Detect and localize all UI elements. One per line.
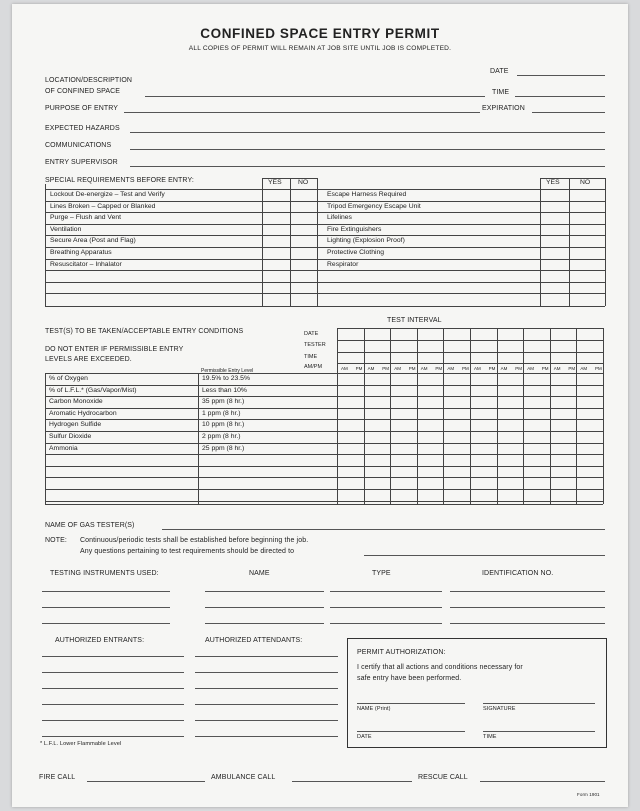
pm-mark: PM: [382, 366, 389, 371]
test-reading-cell[interactable]: [365, 444, 390, 453]
authorization-text-1: I certify that all actions and conditions necessary for: [357, 664, 523, 671]
interval-row-label: DATE: [304, 331, 319, 337]
test-reading-cell[interactable]: [524, 409, 549, 418]
test-reading-cell[interactable]: [444, 420, 469, 429]
auth-signature-label: SIGNATURE: [483, 706, 516, 712]
test-reading-cell[interactable]: [444, 444, 469, 453]
test-reading-cell[interactable]: [577, 374, 602, 383]
test-reading-cell[interactable]: [418, 386, 443, 395]
location-line[interactable]: [145, 96, 485, 97]
instrument-entry-line[interactable]: [42, 591, 170, 592]
test-reading-cell[interactable]: [524, 444, 549, 453]
entrants-label: AUTHORIZED ENTRANTS:: [55, 637, 145, 644]
req-yes-cell[interactable]: [264, 237, 288, 245]
attendant-line[interactable]: [195, 720, 338, 721]
test-reading-cell[interactable]: [471, 397, 496, 406]
req-col-line: [569, 178, 570, 306]
instrument-entry-line[interactable]: [450, 607, 605, 608]
req-row-line: [45, 235, 605, 236]
req-border-left: [45, 184, 46, 306]
test-reading-cell[interactable]: [524, 397, 549, 406]
location-label: LOCATION/DESCRIPTION: [45, 77, 133, 84]
req-yes-cell[interactable]: [542, 226, 567, 234]
test-item-name: Aromatic Hydrocarbon: [49, 409, 117, 417]
req-row-line: [45, 293, 605, 294]
requirements-heading: SPECIAL REQUIREMENTS BEFORE ENTRY:: [45, 177, 194, 184]
auth-date-label: DATE: [357, 734, 372, 740]
test-reading-cell[interactable]: [365, 409, 390, 418]
test-reading-cell[interactable]: [444, 397, 469, 406]
location-label-2: OF CONFINED SPACE: [45, 88, 121, 95]
req-yes-cell[interactable]: [542, 261, 567, 269]
req-row-line: [45, 201, 605, 202]
req-no-cell[interactable]: [292, 191, 315, 199]
test-reading-cell[interactable]: [365, 397, 390, 406]
entrant-line[interactable]: [42, 656, 184, 657]
tests-border-left: [45, 373, 46, 504]
auth-name-line[interactable]: [357, 703, 465, 704]
auth-time-label: TIME: [483, 734, 497, 740]
test-item-name: Hydrogen Sulfide: [49, 421, 102, 429]
permit-sheet: [12, 4, 628, 807]
hazards-label: EXPECTED HAZARDS: [45, 125, 120, 132]
instrument-entry-line[interactable]: [42, 607, 170, 608]
rescue-call-line[interactable]: [480, 781, 605, 782]
instruments-id-label: IDENTIFICATION NO.: [482, 570, 554, 577]
am-mark: AM: [447, 366, 455, 371]
req-col-line: [317, 178, 318, 306]
instrument-entry-line[interactable]: [450, 623, 605, 624]
req-item-left: Purge – Flush and Vent: [50, 214, 122, 222]
test-item-level: 35 ppm (8 hr.): [202, 398, 245, 406]
req-border-bottom: [45, 306, 605, 307]
req-row-line: [45, 259, 605, 260]
supervisor-line[interactable]: [130, 166, 605, 167]
instrument-entry-line[interactable]: [330, 623, 442, 624]
gas-tester-label: NAME OF GAS TESTER(S): [45, 522, 135, 529]
time-label: TIME: [492, 89, 510, 96]
test-reading-cell[interactable]: [418, 374, 443, 383]
test-row-line: [45, 477, 603, 478]
interval-tester-line: [337, 352, 603, 353]
req-item-right: Escape Harness Required: [327, 191, 407, 198]
pm-mark: PM: [408, 366, 416, 371]
test-reading-cell[interactable]: [471, 386, 496, 395]
attendant-line[interactable]: [195, 688, 338, 689]
test-row-line: [45, 501, 603, 502]
test-reading-cell[interactable]: [524, 386, 549, 395]
instrument-entry-line[interactable]: [330, 591, 442, 592]
req-no-cell[interactable]: [292, 214, 315, 222]
test-reading-cell[interactable]: [391, 420, 416, 429]
auth-time-line[interactable]: [483, 731, 595, 732]
instruments-type-label: TYPE: [372, 570, 391, 577]
am-mark: AM: [367, 366, 375, 371]
test-reading-cell[interactable]: [498, 397, 523, 406]
test-item-name: % of Oxygen: [49, 375, 88, 382]
test-reading-cell[interactable]: [418, 432, 443, 441]
req-yes-cell[interactable]: [264, 191, 288, 199]
date-label: DATE: [490, 68, 509, 75]
test-reading-cell[interactable]: [391, 386, 416, 395]
supervisor-label: ENTRY SUPERVISOR: [45, 159, 118, 166]
req-no-left: NO: [298, 179, 309, 186]
req-col-line: [262, 178, 263, 306]
entrant-line[interactable]: [42, 672, 184, 673]
interval-row-label: TESTER: [304, 342, 326, 348]
entrant-line[interactable]: [42, 704, 184, 705]
test-reading-cell[interactable]: [498, 386, 523, 395]
test-row-line: [45, 489, 603, 490]
req-item-right: Fire Extinguishers: [327, 225, 382, 233]
interval-row-label: AM/PM: [304, 364, 323, 370]
date-line[interactable]: [517, 75, 605, 76]
auth-date-line[interactable]: [357, 731, 465, 732]
test-reading-cell[interactable]: [365, 386, 390, 395]
test-reading-cell[interactable]: [418, 444, 443, 453]
test-item-level: Less than 10%: [202, 386, 247, 394]
attendant-line[interactable]: [195, 656, 338, 657]
req-row-line: [45, 212, 605, 213]
test-reading-cell[interactable]: [524, 374, 549, 383]
test-item-name: % of L.F.L.* (Gas/Vapor/Mist): [49, 386, 137, 394]
test-reading-cell[interactable]: [391, 397, 416, 406]
test-row-line: [45, 466, 603, 467]
test-reading-cell[interactable]: [391, 432, 416, 441]
tests-border-right: [603, 328, 604, 504]
test-reading-cell[interactable]: [338, 420, 363, 429]
test-reading-cell[interactable]: [418, 420, 443, 429]
test-item-level: 19.5% to 23.5%: [202, 375, 250, 382]
req-no-cell[interactable]: [571, 237, 603, 245]
req-yes-cell[interactable]: [542, 249, 567, 257]
test-reading-cell[interactable]: [471, 420, 496, 429]
req-no-cell[interactable]: [571, 214, 603, 222]
test-item-name: Sulfur Dioxide: [49, 433, 92, 440]
test-reading-cell[interactable]: [524, 420, 549, 429]
authorization-box: [347, 638, 607, 748]
req-item-left: Lines Broken – Capped or Blanked: [50, 202, 156, 210]
test-item-name: Carbon Monoxide: [49, 398, 103, 406]
gas-tester-line[interactable]: [162, 529, 605, 530]
test-reading-cell[interactable]: [365, 432, 390, 441]
instruments-name-label: NAME: [249, 570, 270, 577]
test-item-level: 25 ppm (8 hr.): [202, 444, 245, 452]
test-reading-cell[interactable]: [524, 432, 549, 441]
test-reading-cell[interactable]: [551, 444, 576, 453]
test-reading-cell[interactable]: [577, 420, 602, 429]
form-number: Form 1901: [577, 792, 600, 797]
page-subtitle: ALL COPIES OF PERMIT WILL REMAIN AT JOB SITE UNTIL JOB IS COMPLETED.: [188, 45, 452, 52]
note-contact-line[interactable]: [364, 555, 605, 556]
authorization-text-2: safe entry have been performed.: [357, 675, 462, 682]
test-row-line: [45, 454, 603, 455]
test-reading-cell[interactable]: [498, 374, 523, 383]
permissible-header: Permissible Entry Level: [201, 368, 254, 374]
test-reading-cell[interactable]: [551, 420, 576, 429]
test-reading-cell[interactable]: [551, 432, 576, 441]
ambulance-call-label: AMBULANCE CALL: [211, 774, 276, 781]
req-no-cell[interactable]: [571, 226, 603, 234]
req-item-right: Lighting (Explosion Proof): [327, 237, 405, 245]
fire-call-label: FIRE CALL: [39, 774, 76, 781]
pm-mark: PM: [435, 366, 443, 371]
instrument-entry-line[interactable]: [42, 623, 170, 624]
rescue-call-label: RESCUE CALL: [418, 774, 468, 781]
test-reading-cell[interactable]: [471, 409, 496, 418]
attendant-line[interactable]: [195, 672, 338, 673]
req-item-left: Resuscitator – Inhalator: [50, 260, 122, 268]
tests-warning-1: DO NOT ENTER IF PERMISSIBLE ENTRY: [45, 346, 184, 353]
time-line[interactable]: [515, 96, 605, 97]
req-no-cell[interactable]: [292, 237, 315, 245]
pm-mark: PM: [541, 366, 549, 371]
am-mark: AM: [580, 366, 588, 371]
test-reading-cell[interactable]: [551, 386, 576, 395]
req-yes-cell[interactable]: [542, 237, 567, 245]
note-text-2: Any questions pertaining to test requirements should be directed to: [80, 548, 295, 555]
test-reading-cell[interactable]: [365, 374, 390, 383]
test-reading-cell[interactable]: [391, 374, 416, 383]
expiration-line[interactable]: [532, 112, 605, 113]
req-no-cell[interactable]: [571, 191, 603, 199]
test-reading-cell[interactable]: [551, 409, 576, 418]
test-reading-cell[interactable]: [551, 374, 576, 383]
test-reading-cell[interactable]: [391, 444, 416, 453]
req-col-line: [540, 178, 541, 306]
pm-mark: PM: [355, 366, 363, 371]
pm-mark: PM: [515, 366, 522, 371]
req-item-left: Lockout De-energize – Test and Verify: [50, 191, 165, 198]
interval-date-line: [337, 340, 603, 341]
attendant-line[interactable]: [195, 704, 338, 705]
req-item-right: Lifelines: [327, 214, 352, 222]
attendants-label: AUTHORIZED ATTENDANTS:: [205, 637, 303, 644]
test-reading-cell[interactable]: [444, 409, 469, 418]
tests-border-bottom: [45, 504, 603, 505]
am-mark: AM: [500, 366, 508, 371]
test-reading-cell[interactable]: [444, 374, 469, 383]
note-label: NOTE:: [45, 537, 67, 544]
test-item-level: 2 ppm (8 hr.): [202, 433, 241, 440]
req-item-right: Respirator: [327, 260, 359, 268]
req-yes-cell[interactable]: [264, 226, 288, 234]
expiration-label: EXPIRATION: [482, 105, 525, 112]
am-mark: AM: [527, 366, 534, 371]
req-col-line: [290, 178, 291, 306]
test-reading-cell[interactable]: [498, 420, 523, 429]
attendant-line[interactable]: [195, 736, 338, 737]
test-reading-cell[interactable]: [498, 432, 523, 441]
req-yes-cell[interactable]: [264, 261, 288, 269]
test-reading-cell[interactable]: [471, 444, 496, 453]
interval-time-line: [337, 363, 603, 364]
am-mark: AM: [341, 366, 348, 371]
req-no-cell[interactable]: [571, 261, 603, 269]
req-yes-cell[interactable]: [542, 214, 567, 222]
req-yes-cell[interactable]: [542, 203, 567, 211]
pm-mark: PM: [488, 366, 496, 371]
req-row-line: [45, 282, 605, 283]
communications-line[interactable]: [130, 149, 605, 150]
test-reading-cell[interactable]: [418, 397, 443, 406]
req-yes-cell[interactable]: [264, 203, 288, 211]
am-mark: AM: [420, 366, 428, 371]
req-no-right: NO: [580, 179, 591, 186]
test-reading-cell[interactable]: [338, 397, 363, 406]
req-item-right: Tripod Emergency Escape Unit: [327, 202, 421, 210]
test-item-name: Ammonia: [49, 444, 78, 452]
req-no-cell[interactable]: [292, 261, 315, 269]
note-text-1: Continuous/periodic tests shall be established before beginning the job.: [80, 537, 309, 544]
test-reading-cell[interactable]: [577, 444, 602, 453]
test-reading-cell[interactable]: [338, 386, 363, 395]
req-row-line: [45, 189, 605, 190]
test-reading-cell[interactable]: [444, 432, 469, 441]
test-reading-cell[interactable]: [365, 420, 390, 429]
test-item-level: 10 ppm (8 hr.): [202, 421, 245, 429]
test-reading-cell[interactable]: [471, 374, 496, 383]
test-reading-cell[interactable]: [338, 444, 363, 453]
lfl-footnote: * L.F.L. Lower Flammable Level: [40, 741, 122, 747]
fire-call-line[interactable]: [87, 781, 205, 782]
req-yes-cell[interactable]: [542, 191, 567, 199]
tests-heading: TEST(S) TO BE TAKEN/ACCEPTABLE ENTRY CONDITIONS: [45, 328, 244, 335]
tests-warning-2: LEVELS ARE EXCEEDED.: [45, 356, 132, 363]
test-reading-cell[interactable]: [551, 397, 576, 406]
am-mark: AM: [553, 366, 561, 371]
req-yes-cell[interactable]: [264, 214, 288, 222]
test-reading-cell[interactable]: [338, 409, 363, 418]
req-row-line: [45, 224, 605, 225]
test-reading-cell[interactable]: [444, 386, 469, 395]
test-reading-cell[interactable]: [498, 409, 523, 418]
req-col-line: [605, 178, 606, 306]
req-yes-right: YES: [546, 179, 560, 186]
instrument-entry-line[interactable]: [330, 607, 442, 608]
test-reading-cell[interactable]: [338, 432, 363, 441]
tests-label-col-line: [198, 373, 199, 504]
test-reading-cell[interactable]: [418, 409, 443, 418]
req-yes-cell[interactable]: [264, 249, 288, 257]
test-reading-cell[interactable]: [577, 409, 602, 418]
test-reading-cell[interactable]: [391, 409, 416, 418]
req-no-cell[interactable]: [571, 203, 603, 211]
instrument-entry-line[interactable]: [205, 607, 324, 608]
communications-label: COMMUNICATIONS: [45, 142, 112, 149]
authorization-heading: PERMIT AUTHORIZATION:: [357, 649, 446, 656]
req-no-cell[interactable]: [292, 203, 315, 211]
test-reading-cell[interactable]: [498, 444, 523, 453]
instrument-entry-line[interactable]: [205, 623, 324, 624]
purpose-line[interactable]: [124, 112, 480, 113]
interval-row-label: TIME: [304, 354, 318, 360]
req-no-cell[interactable]: [571, 249, 603, 257]
test-reading-cell[interactable]: [471, 432, 496, 441]
page-title: CONFINED SPACE ENTRY PERMIT: [200, 26, 440, 41]
req-item-left: Secure Area (Post and Flag): [50, 237, 136, 245]
req-item-left: Ventilation: [50, 225, 82, 233]
auth-name-label: NAME (Print): [357, 706, 391, 712]
req-no-cell[interactable]: [292, 249, 315, 257]
am-mark: AM: [394, 366, 401, 371]
test-reading-cell[interactable]: [338, 374, 363, 383]
req-item-right: Protective Clothing: [327, 249, 385, 256]
entrant-line[interactable]: [42, 688, 184, 689]
req-row-line: [45, 247, 605, 248]
req-row-line: [45, 270, 605, 271]
test-reading-cell[interactable]: [577, 397, 602, 406]
entrant-line[interactable]: [42, 736, 184, 737]
ambulance-call-line[interactable]: [292, 781, 412, 782]
req-item-left: Breathing Apparatus: [50, 249, 112, 256]
entrant-line[interactable]: [42, 720, 184, 721]
purpose-label: PURPOSE OF ENTRY: [45, 105, 119, 112]
auth-signature-line[interactable]: [483, 703, 595, 704]
am-mark: AM: [474, 366, 481, 371]
instruments-label: TESTING INSTRUMENTS USED:: [50, 570, 159, 577]
instrument-entry-line[interactable]: [205, 591, 324, 592]
test-reading-cell[interactable]: [577, 386, 602, 395]
pm-mark: PM: [462, 366, 469, 371]
pm-mark: PM: [568, 366, 576, 371]
test-interval-label: TEST INTERVAL: [387, 317, 442, 324]
test-item-level: 1 ppm (8 hr.): [202, 409, 241, 417]
req-yes-left: YES: [268, 179, 282, 186]
hazards-line[interactable]: [130, 132, 605, 133]
pm-mark: PM: [595, 366, 602, 371]
test-reading-cell[interactable]: [577, 432, 602, 441]
instrument-entry-line[interactable]: [450, 591, 605, 592]
req-no-cell[interactable]: [292, 226, 315, 234]
